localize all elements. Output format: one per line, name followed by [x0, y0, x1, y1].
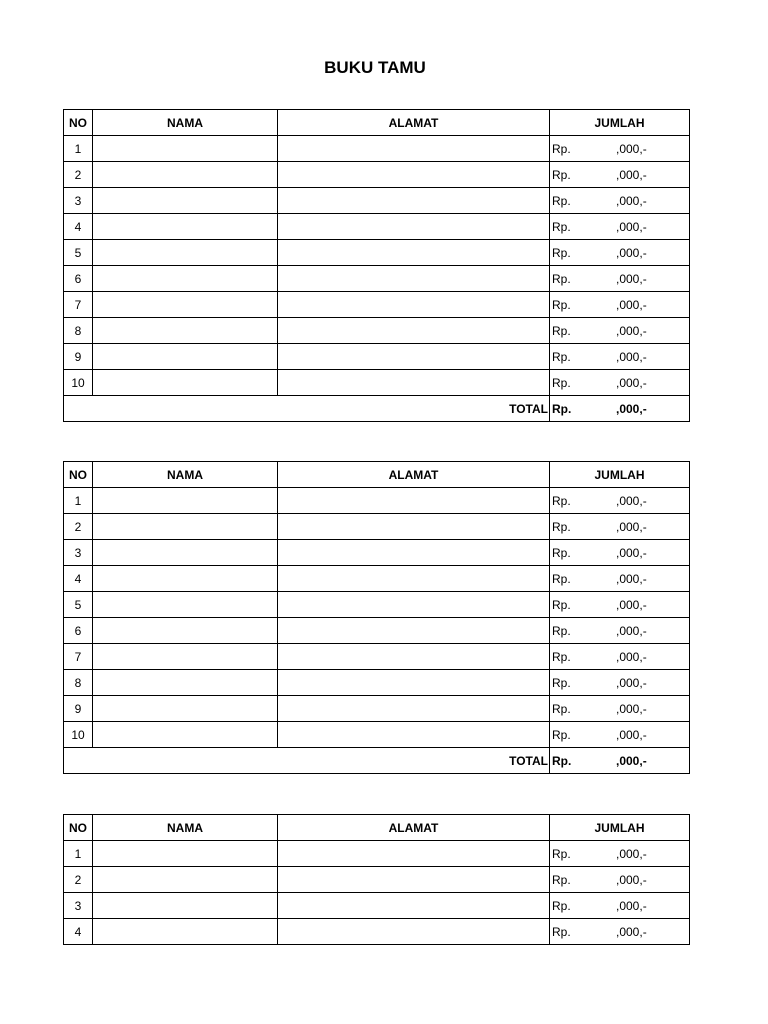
- col-header-no: NO: [64, 462, 93, 488]
- table-row: [64, 670, 690, 696]
- jumlah-cell[interactable]: [550, 893, 690, 919]
- table-row: [64, 566, 690, 592]
- nama-cell[interactable]: [93, 592, 278, 618]
- header-row: [64, 462, 690, 488]
- row-number: 4: [64, 566, 93, 592]
- amount-suffix: ,000,-: [616, 676, 647, 690]
- jumlah-cell[interactable]: [550, 696, 690, 722]
- alamat-cell[interactable]: [278, 919, 550, 945]
- table-row: [64, 540, 690, 566]
- currency-prefix: Rp.: [552, 873, 571, 887]
- amount-suffix: ,000,-: [616, 702, 647, 716]
- currency-prefix: Rp.: [552, 925, 571, 939]
- nama-cell[interactable]: [93, 919, 278, 945]
- table-row: [64, 618, 690, 644]
- table-row: [64, 919, 690, 945]
- alamat-cell[interactable]: [278, 266, 550, 292]
- jumlah-cell[interactable]: [550, 867, 690, 893]
- alamat-cell[interactable]: [278, 618, 550, 644]
- nama-cell[interactable]: [93, 344, 278, 370]
- jumlah-cell[interactable]: [550, 214, 690, 240]
- currency-prefix: Rp.: [552, 899, 571, 913]
- row-number: 1: [64, 488, 93, 514]
- alamat-cell[interactable]: [278, 318, 550, 344]
- alamat-cell[interactable]: [278, 644, 550, 670]
- col-header-nama: NAMA: [93, 110, 278, 136]
- jumlah-cell[interactable]: [550, 344, 690, 370]
- row-number: 10: [64, 370, 93, 396]
- amount-suffix: ,000,-: [616, 728, 647, 742]
- alamat-cell[interactable]: [278, 540, 550, 566]
- currency-prefix: Rp.: [552, 754, 572, 768]
- nama-cell[interactable]: [93, 566, 278, 592]
- table-row: [64, 214, 690, 240]
- amount-suffix: ,000,-: [616, 324, 647, 338]
- jumlah-cell[interactable]: [550, 670, 690, 696]
- alamat-cell[interactable]: [278, 162, 550, 188]
- alamat-cell[interactable]: [278, 696, 550, 722]
- amount-suffix: ,000,-: [616, 572, 647, 586]
- total-row: [64, 748, 690, 774]
- row-number: 4: [64, 919, 93, 945]
- nama-cell[interactable]: [93, 841, 278, 867]
- currency-prefix: Rp.: [552, 142, 571, 156]
- currency-prefix: Rp.: [552, 728, 571, 742]
- table-row: [64, 893, 690, 919]
- jumlah-cell[interactable]: [550, 618, 690, 644]
- jumlah-cell[interactable]: [550, 919, 690, 945]
- alamat-cell[interactable]: [278, 344, 550, 370]
- header-row: [64, 110, 690, 136]
- row-number: 3: [64, 540, 93, 566]
- row-number: 5: [64, 240, 93, 266]
- jumlah-cell[interactable]: [550, 292, 690, 318]
- alamat-cell[interactable]: [278, 240, 550, 266]
- row-number: 1: [64, 136, 93, 162]
- currency-prefix: Rp.: [552, 220, 571, 234]
- amount-suffix: ,000,-: [616, 142, 647, 156]
- col-header-nama: NAMA: [93, 462, 278, 488]
- amount-suffix: ,000,-: [616, 899, 647, 913]
- row-number: 1: [64, 841, 93, 867]
- nama-cell[interactable]: [93, 240, 278, 266]
- currency-prefix: Rp.: [552, 350, 571, 364]
- alamat-cell[interactable]: [278, 136, 550, 162]
- row-number: 9: [64, 344, 93, 370]
- table-row: [64, 240, 690, 266]
- currency-prefix: Rp.: [552, 702, 571, 716]
- alamat-cell[interactable]: [278, 292, 550, 318]
- jumlah-cell[interactable]: [550, 266, 690, 292]
- table-row: [64, 644, 690, 670]
- total-amount-cell[interactable]: [550, 748, 690, 774]
- table-row: [64, 136, 690, 162]
- guestbook-table-3: [63, 814, 690, 945]
- col-header-alamat: ALAMAT: [278, 815, 550, 841]
- total-label: TOTAL: [64, 396, 550, 422]
- guestbook-table-1: [63, 109, 690, 422]
- table-row: [64, 592, 690, 618]
- nama-cell[interactable]: [93, 266, 278, 292]
- jumlah-cell[interactable]: [550, 592, 690, 618]
- alamat-cell[interactable]: [278, 188, 550, 214]
- row-number: 2: [64, 867, 93, 893]
- alamat-cell[interactable]: [278, 670, 550, 696]
- currency-prefix: Rp.: [552, 847, 571, 861]
- currency-prefix: Rp.: [552, 298, 571, 312]
- table-row: [64, 318, 690, 344]
- row-number: 6: [64, 266, 93, 292]
- row-number: 3: [64, 188, 93, 214]
- currency-prefix: Rp.: [552, 376, 571, 390]
- table-row: [64, 867, 690, 893]
- row-number: 6: [64, 618, 93, 644]
- jumlah-cell[interactable]: [550, 318, 690, 344]
- total-label: TOTAL: [64, 748, 550, 774]
- alamat-cell[interactable]: [278, 592, 550, 618]
- currency-prefix: Rp.: [552, 624, 571, 638]
- nama-cell[interactable]: [93, 488, 278, 514]
- total-row: [64, 396, 690, 422]
- jumlah-cell[interactable]: [550, 188, 690, 214]
- table-row: [64, 292, 690, 318]
- alamat-cell[interactable]: [278, 893, 550, 919]
- header-row: [64, 815, 690, 841]
- row-number: 9: [64, 696, 93, 722]
- jumlah-cell[interactable]: [550, 136, 690, 162]
- amount-suffix: ,000,-: [616, 598, 647, 612]
- table-row: [64, 722, 690, 748]
- row-number: 2: [64, 162, 93, 188]
- jumlah-cell[interactable]: [550, 722, 690, 748]
- amount-suffix: ,000,-: [616, 220, 647, 234]
- table-row: [64, 514, 690, 540]
- currency-prefix: Rp.: [552, 194, 571, 208]
- currency-prefix: Rp.: [552, 246, 571, 260]
- row-number: 7: [64, 644, 93, 670]
- alamat-cell[interactable]: [278, 566, 550, 592]
- row-number: 10: [64, 722, 93, 748]
- alamat-cell[interactable]: [278, 370, 550, 396]
- col-header-no: NO: [64, 110, 93, 136]
- jumlah-cell[interactable]: [550, 540, 690, 566]
- jumlah-cell[interactable]: [550, 644, 690, 670]
- amount-suffix: ,000,-: [616, 847, 647, 861]
- nama-cell[interactable]: [93, 162, 278, 188]
- alamat-cell[interactable]: [278, 488, 550, 514]
- currency-prefix: Rp.: [552, 676, 571, 690]
- jumlah-cell[interactable]: [550, 514, 690, 540]
- currency-prefix: Rp.: [552, 324, 571, 338]
- nama-cell[interactable]: [93, 670, 278, 696]
- alamat-cell[interactable]: [278, 867, 550, 893]
- nama-cell[interactable]: [93, 318, 278, 344]
- col-header-alamat: ALAMAT: [278, 462, 550, 488]
- nama-cell[interactable]: [93, 188, 278, 214]
- amount-suffix: ,000,-: [616, 520, 647, 534]
- col-header-no: NO: [64, 815, 93, 841]
- nama-cell[interactable]: [93, 370, 278, 396]
- nama-cell[interactable]: [93, 540, 278, 566]
- amount-suffix: ,000,-: [616, 350, 647, 364]
- col-header-nama: NAMA: [93, 815, 278, 841]
- amount-suffix: ,000,-: [616, 873, 647, 887]
- table-row: [64, 696, 690, 722]
- amount-suffix: ,000,-: [616, 650, 647, 664]
- amount-suffix: ,000,-: [616, 272, 647, 286]
- jumlah-cell[interactable]: [550, 566, 690, 592]
- guestbook-table-2: [63, 461, 690, 774]
- currency-prefix: Rp.: [552, 572, 571, 586]
- nama-cell[interactable]: [93, 292, 278, 318]
- nama-cell[interactable]: [93, 514, 278, 540]
- row-number: 3: [64, 893, 93, 919]
- amount-suffix: ,000,-: [616, 298, 647, 312]
- amount-suffix: ,000,-: [616, 246, 647, 260]
- table-row: [64, 188, 690, 214]
- table-row: [64, 344, 690, 370]
- amount-suffix: ,000,-: [616, 376, 647, 390]
- col-header-alamat: ALAMAT: [278, 110, 550, 136]
- col-header-jumlah: JUMLAH: [550, 110, 690, 136]
- amount-suffix: ,000,-: [616, 168, 647, 182]
- nama-cell[interactable]: [93, 696, 278, 722]
- amount-suffix: ,000,-: [616, 624, 647, 638]
- alamat-cell[interactable]: [278, 841, 550, 867]
- col-header-jumlah: JUMLAH: [550, 815, 690, 841]
- table-row: [64, 266, 690, 292]
- nama-cell[interactable]: [93, 722, 278, 748]
- currency-prefix: Rp.: [552, 272, 571, 286]
- table-row: [64, 370, 690, 396]
- nama-cell[interactable]: [93, 644, 278, 670]
- nama-cell[interactable]: [93, 893, 278, 919]
- table-row: [64, 162, 690, 188]
- jumlah-cell[interactable]: [550, 240, 690, 266]
- row-number: 7: [64, 292, 93, 318]
- page-title: BUKU TAMU: [324, 58, 426, 77]
- amount-suffix: ,000,-: [616, 194, 647, 208]
- jumlah-cell[interactable]: [550, 162, 690, 188]
- amount-suffix: ,000,-: [616, 546, 647, 560]
- table-row: [64, 841, 690, 867]
- alamat-cell[interactable]: [278, 214, 550, 240]
- currency-prefix: Rp.: [552, 168, 571, 182]
- currency-prefix: Rp.: [552, 402, 572, 416]
- nama-cell[interactable]: [93, 618, 278, 644]
- amount-suffix: ,000,-: [616, 402, 647, 416]
- jumlah-cell[interactable]: [550, 488, 690, 514]
- alamat-cell[interactable]: [278, 514, 550, 540]
- jumlah-cell[interactable]: [550, 841, 690, 867]
- nama-cell[interactable]: [93, 867, 278, 893]
- nama-cell[interactable]: [93, 136, 278, 162]
- currency-prefix: Rp.: [552, 520, 571, 534]
- row-number: 2: [64, 514, 93, 540]
- col-header-jumlah: JUMLAH: [550, 462, 690, 488]
- amount-suffix: ,000,-: [616, 494, 647, 508]
- nama-cell[interactable]: [93, 214, 278, 240]
- total-amount-cell[interactable]: [550, 396, 690, 422]
- currency-prefix: Rp.: [552, 650, 571, 664]
- currency-prefix: Rp.: [552, 598, 571, 612]
- currency-prefix: Rp.: [552, 546, 571, 560]
- jumlah-cell[interactable]: [550, 370, 690, 396]
- alamat-cell[interactable]: [278, 722, 550, 748]
- row-number: 4: [64, 214, 93, 240]
- amount-suffix: ,000,-: [616, 754, 647, 768]
- currency-prefix: Rp.: [552, 494, 571, 508]
- row-number: 8: [64, 318, 93, 344]
- table-row: [64, 488, 690, 514]
- row-number: 8: [64, 670, 93, 696]
- amount-suffix: ,000,-: [616, 925, 647, 939]
- row-number: 5: [64, 592, 93, 618]
